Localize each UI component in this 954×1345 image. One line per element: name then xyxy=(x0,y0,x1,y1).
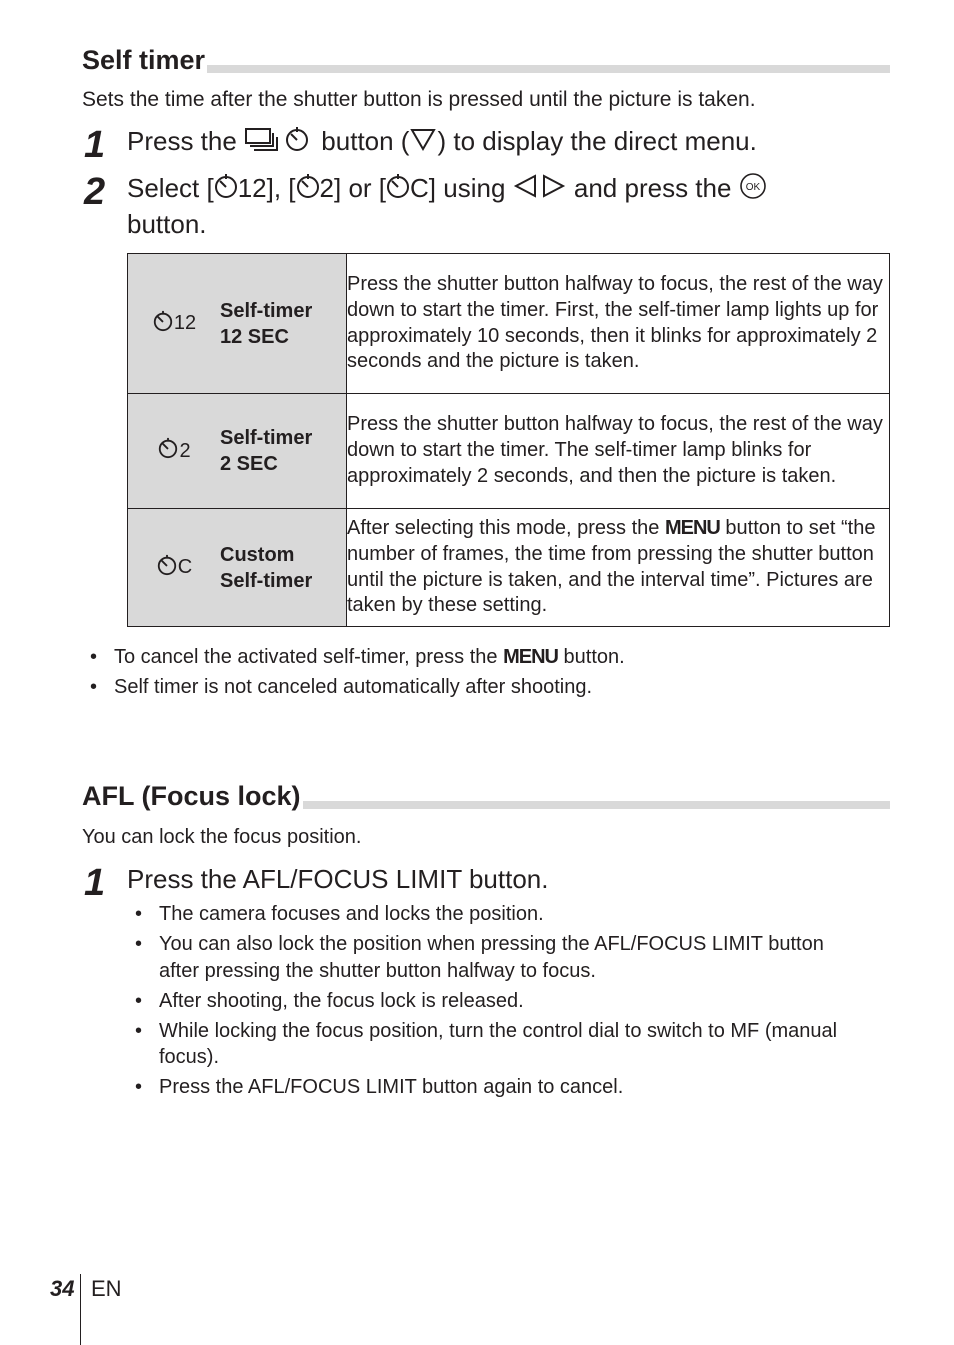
self-timer-icon xyxy=(156,553,178,583)
mode-name-line1: Self-timer xyxy=(220,427,313,449)
list-item xyxy=(90,643,894,673)
self-timer-heading xyxy=(82,45,890,75)
self-timer-icon xyxy=(152,309,174,339)
menu-button-label: MENU xyxy=(664,517,720,540)
self-timer-icon xyxy=(214,173,238,207)
bullet: • xyxy=(135,933,143,955)
mode-cell xyxy=(128,509,347,627)
note-text: button. xyxy=(563,646,625,668)
list-item xyxy=(90,673,894,703)
afl-step-1-text xyxy=(127,863,548,896)
note-text: Self timer is not canceled automatically after shooting. xyxy=(114,675,593,698)
mode-icon-suffix: C xyxy=(177,556,193,578)
afl-step-1-label: Press the AFL/FOCUS LIMIT button. xyxy=(127,864,549,894)
step-2-text xyxy=(127,172,767,241)
down-triangle-icon xyxy=(409,126,437,160)
step-2-and-press: and press the xyxy=(573,173,732,203)
afl-heading xyxy=(82,781,890,811)
afl-step-1-number: 1 xyxy=(84,862,106,904)
bullet: • xyxy=(90,646,98,668)
afl-intro: You can lock the focus position. xyxy=(82,826,362,848)
step-2-select: Select [ xyxy=(127,173,214,203)
mode-name-line2: Self-timer xyxy=(220,569,313,592)
mode-cell xyxy=(128,394,347,509)
desc-before: After selecting this mode, press the xyxy=(347,517,660,540)
mode-name-line2: 2 SEC xyxy=(220,453,278,475)
mode-description: Press the shutter button halfway to focus, the rest of the way down to start the timer. The self-timer lamp blinks for approximately 2 seconds, and then the picture is taken. xyxy=(347,394,890,509)
step-2-opt2: 2] or [ xyxy=(319,173,387,203)
menu-button-label: MENU xyxy=(503,646,558,668)
self-timer-intro: Sets the time after the shutter button is pressed until the picture is taken. xyxy=(82,88,756,111)
mode-name-line1: Self-timer xyxy=(220,299,313,322)
page-number: 34 xyxy=(50,1276,75,1301)
ok-label: OK xyxy=(745,182,760,194)
footer-divider xyxy=(80,1274,81,1345)
bullet: • xyxy=(90,675,98,698)
step-1-after: ) to display the direct menu. xyxy=(437,126,757,156)
step-2-opt3: C] using xyxy=(410,173,506,203)
bullet-text: Press the AFL/FOCUS LIMIT button again to cancel. xyxy=(159,1076,624,1098)
step-1-text xyxy=(127,125,757,161)
table-row xyxy=(128,254,890,394)
note-text: To cancel the activated self-timer, press the xyxy=(114,646,498,668)
self-timer-icon xyxy=(157,436,179,466)
self-timer-modes-table xyxy=(127,253,890,627)
list-item xyxy=(135,1074,859,1101)
mode-description: Press the shutter button halfway to focus, the rest of the way down to start the timer. First, the self-timer lamp lights up for approximately 10 seconds, then it blinks for approximately 2 seconds and the picture is taken. xyxy=(347,254,890,394)
list-item xyxy=(135,931,859,984)
list-item xyxy=(135,988,859,1015)
mode-icon-suffix: 12 xyxy=(173,312,197,334)
mode-cell xyxy=(128,254,347,394)
step-2-opt1: 12], [ xyxy=(237,173,296,203)
table-row xyxy=(128,394,890,509)
ok-button-icon xyxy=(739,172,767,208)
mode-name-line1: Custom xyxy=(220,543,295,566)
step-1-middle: button ( xyxy=(321,126,410,156)
self-timer-icon xyxy=(296,173,320,207)
step-1-number: 1 xyxy=(84,124,106,166)
mode-icon xyxy=(128,553,220,583)
bullet: • xyxy=(135,1076,143,1098)
self-timer-title: Self timer xyxy=(82,45,206,75)
self-timer-icon xyxy=(386,173,410,207)
mode-icon-suffix: 2 xyxy=(179,439,191,462)
language-label: EN xyxy=(91,1276,122,1301)
desc-after: button to set “the number of frames, the time from pressing the shutter button until the picture is taken, and the interval time”. Pictures are taken by these setting. xyxy=(347,517,876,617)
table-row xyxy=(128,509,890,627)
drive-self-timer-icon xyxy=(244,125,314,161)
bullet: • xyxy=(135,1019,143,1042)
step-2-line2: button. xyxy=(127,209,207,240)
mode-icon xyxy=(128,309,220,339)
heading-bar xyxy=(303,801,890,809)
afl-bullets xyxy=(135,901,859,1104)
heading-bar xyxy=(207,65,890,73)
self-timer-notes xyxy=(90,643,894,702)
mode-name-line2: 12 SEC xyxy=(220,325,289,348)
mode-description xyxy=(347,509,890,627)
left-right-arrows-icon xyxy=(513,173,567,207)
step-2-number: 2 xyxy=(84,171,106,213)
bullet-text: The camera focuses and locks the position. xyxy=(159,903,544,925)
bullet: • xyxy=(135,903,143,925)
list-item xyxy=(135,901,859,928)
list-item xyxy=(135,1018,859,1071)
mode-name xyxy=(220,542,312,594)
bullet: • xyxy=(135,989,143,1012)
bullet-text: While locking the focus position, turn the control dial to switch to MF (manual focus). xyxy=(159,1019,838,1068)
bullet-text: After shooting, the focus lock is released. xyxy=(159,989,524,1012)
bullet-text: You can also lock the position when pressing the AFL/FOCUS LIMIT button after pressing the shutter button halfway to focus. xyxy=(159,933,824,982)
mode-name xyxy=(220,298,312,350)
mode-name xyxy=(220,425,312,477)
afl-title: AFL (Focus lock) xyxy=(82,781,301,811)
step-1-before: Press the xyxy=(127,126,237,156)
mode-icon xyxy=(128,436,220,466)
